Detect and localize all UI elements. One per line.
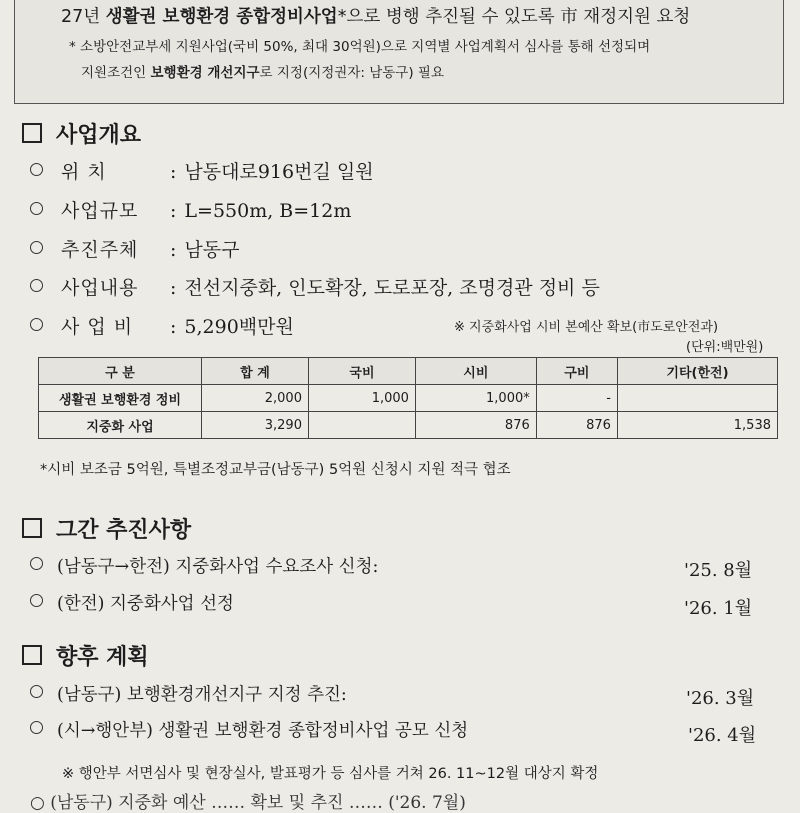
table-cell xyxy=(308,412,415,439)
checkbox-square-icon xyxy=(22,123,42,143)
budget-table xyxy=(38,357,778,439)
progress-item-date: '25. 8월 xyxy=(684,560,753,581)
table-cell: 생활권 보행환경 정비 xyxy=(39,385,202,412)
table-header-cell: 기타(한전) xyxy=(617,358,777,385)
progress-item: (남동구→한전) 지중화사업 수요조사 신청: xyxy=(30,553,378,578)
table-cell: 876 xyxy=(536,412,617,439)
overview-heading: 사업개요 xyxy=(22,118,141,149)
table-cell: 1,000 xyxy=(308,385,415,412)
request-note-box xyxy=(14,0,784,104)
table-cell: - xyxy=(536,385,617,412)
table-cell: 2,000 xyxy=(202,385,309,412)
checkbox-square-icon xyxy=(22,518,42,538)
overview-item-cost: 사 업 비 : 5,290백만원 xyxy=(30,312,294,339)
table-cell: 876 xyxy=(415,412,536,439)
table-header-cell: 구 분 xyxy=(39,358,202,385)
table-header-cell: 국비 xyxy=(308,358,415,385)
table-cell: 3,290 xyxy=(202,412,309,439)
plan-item: (시→행안부) 생활권 보행환경 종합정비사업 공모 신청 xyxy=(30,717,468,742)
overview-item-agency: 추진주체 : 남동구 xyxy=(30,235,239,262)
table-cell xyxy=(617,385,777,412)
circle-bullet-icon xyxy=(30,202,43,215)
table-header-row xyxy=(39,358,778,385)
overview-item-scale: 사업규모 : L=550m, B=12m xyxy=(30,196,351,223)
table-cell: 1,000* xyxy=(415,385,536,412)
table-footnote: *시비 보조금 5억원, 특별조정교부금(남동구) 5억원 신청시 지원 적극 협조 xyxy=(40,462,511,478)
plan-subnote: ※ 행안부 서면심사 및 현장실사, 발표평가 등 심사를 거쳐 26. 11~12월 대상지 확정 xyxy=(62,766,599,782)
table-cell: 1,538 xyxy=(617,412,777,439)
progress-item: (한전) 지중화사업 선정 xyxy=(30,590,234,615)
plan-item-date: '26. 4월 xyxy=(688,725,757,746)
request-headline: 27년 생활권 보행환경 종합정비사업*으로 병행 추진될 수 있도록 市 재정지원 요청 xyxy=(61,7,691,27)
circle-bullet-icon xyxy=(30,318,43,331)
plan-heading: 향후 계획 xyxy=(22,640,149,671)
circle-bullet-icon xyxy=(30,557,43,570)
overview-item-location: 위 치 : 남동대로916번길 일원 xyxy=(30,157,374,184)
request-note-line-1: * 소방안전교부세 지원사업(국비 50%, 최대 30억원)으로 지역별 사업계획서 심사를 통해 선정되며 xyxy=(69,39,651,55)
table-header-cell: 구비 xyxy=(536,358,617,385)
plan-item-date: '26. 3월 xyxy=(686,688,755,709)
request-note-line-2: 지원조건인 보행환경 개선지구로 지정(지정권자: 남동구) 필요 xyxy=(81,65,444,81)
circle-bullet-icon xyxy=(30,163,43,176)
checkbox-square-icon xyxy=(22,645,42,665)
table-header-cell: 시비 xyxy=(415,358,536,385)
table-cell: 지중화 사업 xyxy=(39,412,202,439)
circle-bullet-icon xyxy=(30,279,43,292)
cut-off-line: ○ (남동구) 지중화 예산 …… 확보 및 추진 …… ('26. 7월) xyxy=(30,793,466,813)
table-header-cell: 합 계 xyxy=(202,358,309,385)
table-row xyxy=(39,412,778,439)
circle-bullet-icon xyxy=(30,241,43,254)
unit-note: (단위:백만원) xyxy=(686,340,764,355)
overview-item-content: 사업내용 : 전선지중화, 인도확장, 도로포장, 조명경관 정비 등 xyxy=(30,273,600,300)
table-row xyxy=(39,385,778,412)
circle-bullet-icon xyxy=(30,721,43,734)
plan-item: (남동구) 보행환경개선지구 지정 추진: xyxy=(30,681,347,706)
progress-heading: 그간 추진사항 xyxy=(22,513,191,544)
circle-bullet-icon xyxy=(30,594,43,607)
circle-bullet-icon xyxy=(30,685,43,698)
progress-item-date: '26. 1월 xyxy=(684,598,753,619)
budget-secured-note: ※ 지중화사업 시비 본예산 확보(市도로안전과) xyxy=(454,320,719,335)
